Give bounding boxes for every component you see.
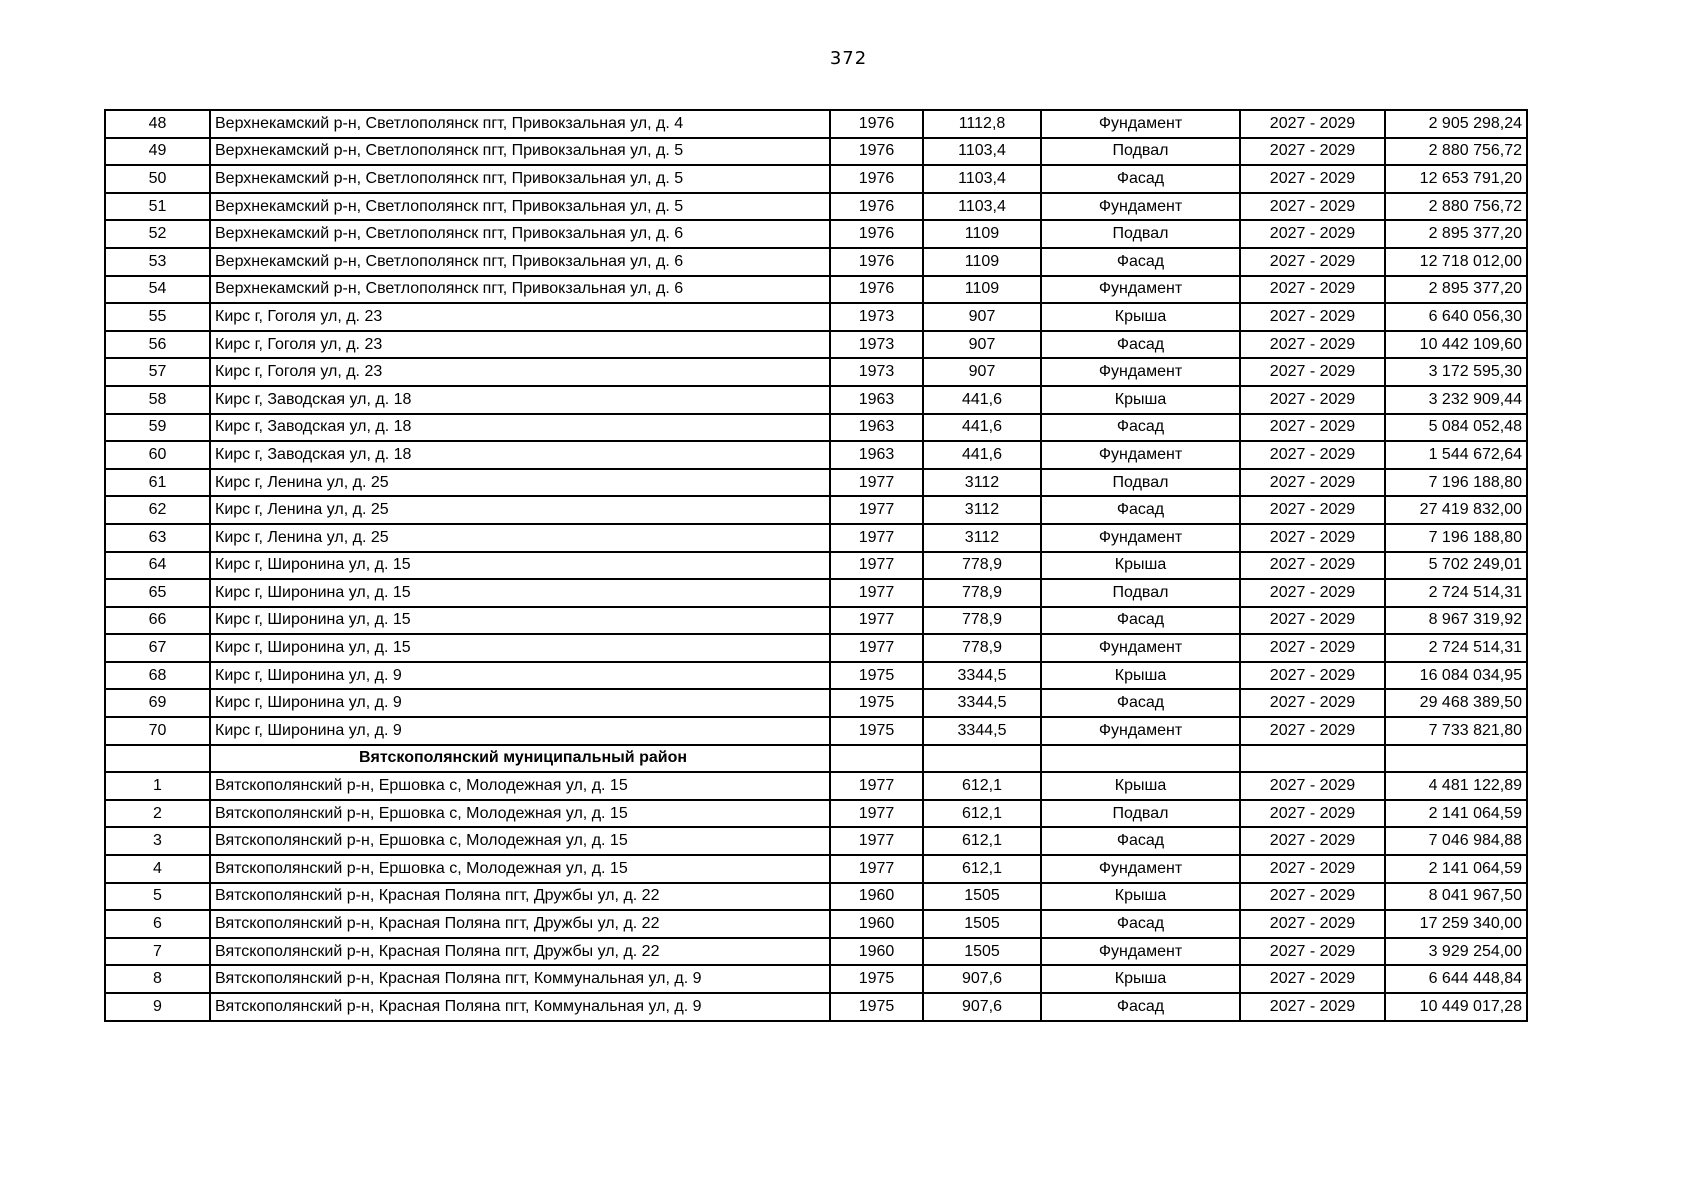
period-cell: 2027 - 2029 <box>1240 303 1385 331</box>
area-cell: 1112,8 <box>923 110 1041 138</box>
year-built-cell: 1963 <box>830 386 923 414</box>
cost-cell: 5 084 052,48 <box>1385 414 1527 442</box>
row-number-cell <box>105 745 210 773</box>
period-cell: 2027 - 2029 <box>1240 248 1385 276</box>
period-cell: 2027 - 2029 <box>1240 910 1385 938</box>
cost-cell: 2 895 377,20 <box>1385 220 1527 248</box>
year-built-cell: 1977 <box>830 800 923 828</box>
table-row <box>105 441 1527 469</box>
period-cell: 2027 - 2029 <box>1240 552 1385 580</box>
work-type-cell: Фундамент <box>1041 524 1240 552</box>
address-cell: Кирс г, Широнина ул, д. 15 <box>210 552 830 580</box>
cost-cell: 2 141 064,59 <box>1385 800 1527 828</box>
district-header-row <box>105 745 1527 773</box>
table-row <box>105 552 1527 580</box>
period-cell: 2027 - 2029 <box>1240 276 1385 304</box>
work-type-cell: Фасад <box>1041 993 1240 1021</box>
year-built-cell: 1977 <box>830 634 923 662</box>
work-type-cell: Фасад <box>1041 827 1240 855</box>
address-cell: Вятскополянский р-н, Ершовка с, Молодежная ул, д. 15 <box>210 855 830 883</box>
address-cell: Вятскополянский р-н, Красная Поляна пгт, Коммунальная ул, д. 9 <box>210 993 830 1021</box>
address-cell: Верхнекамский р-н, Светлополянск пгт, Привокзальная ул, д. 6 <box>210 220 830 248</box>
work-type-cell: Крыша <box>1041 965 1240 993</box>
work-type-cell: Крыша <box>1041 552 1240 580</box>
row-number-cell: 63 <box>105 524 210 552</box>
area-cell: 778,9 <box>923 552 1041 580</box>
cost-cell: 6 640 056,30 <box>1385 303 1527 331</box>
table-row <box>105 855 1527 883</box>
work-type-cell: Фундамент <box>1041 855 1240 883</box>
period-cell: 2027 - 2029 <box>1240 993 1385 1021</box>
work-type-cell: Подвал <box>1041 220 1240 248</box>
year-built-cell: 1960 <box>830 910 923 938</box>
row-number-cell: 1 <box>105 772 210 800</box>
year-built-cell: 1977 <box>830 552 923 580</box>
year-built-cell: 1977 <box>830 855 923 883</box>
cost-cell: 8 967 319,92 <box>1385 607 1527 635</box>
address-cell: Кирс г, Гоголя ул, д. 23 <box>210 303 830 331</box>
row-number-cell: 67 <box>105 634 210 662</box>
row-number-cell: 60 <box>105 441 210 469</box>
work-type-cell: Фундамент <box>1041 110 1240 138</box>
row-number-cell: 50 <box>105 165 210 193</box>
address-cell: Верхнекамский р-н, Светлополянск пгт, Привокзальная ул, д. 4 <box>210 110 830 138</box>
row-number-cell: 5 <box>105 883 210 911</box>
cost-cell: 17 259 340,00 <box>1385 910 1527 938</box>
page-number: 372 <box>829 48 868 69</box>
row-number-cell: 7 <box>105 938 210 966</box>
table-row <box>105 579 1527 607</box>
period-cell: 2027 - 2029 <box>1240 662 1385 690</box>
address-cell: Кирс г, Ленина ул, д. 25 <box>210 524 830 552</box>
work-type-cell: Фасад <box>1041 607 1240 635</box>
cost-cell: 3 232 909,44 <box>1385 386 1527 414</box>
period-cell: 2027 - 2029 <box>1240 331 1385 359</box>
address-cell: Вятскополянский р-н, Красная Поляна пгт, Дружбы ул, д. 22 <box>210 883 830 911</box>
area-cell: 3112 <box>923 524 1041 552</box>
period-cell: 2027 - 2029 <box>1240 965 1385 993</box>
cost-cell: 27 419 832,00 <box>1385 496 1527 524</box>
cost-cell: 2 724 514,31 <box>1385 634 1527 662</box>
row-number-cell: 56 <box>105 331 210 359</box>
period-cell: 2027 - 2029 <box>1240 883 1385 911</box>
address-cell: Верхнекамский р-н, Светлополянск пгт, Привокзальная ул, д. 6 <box>210 276 830 304</box>
table-body <box>105 110 1527 1021</box>
cost-cell: 12 718 012,00 <box>1385 248 1527 276</box>
row-number-cell: 8 <box>105 965 210 993</box>
address-cell: Кирс г, Широнина ул, д. 9 <box>210 689 830 717</box>
area-cell: 1109 <box>923 276 1041 304</box>
row-number-cell: 53 <box>105 248 210 276</box>
address-cell: Кирс г, Заводская ул, д. 18 <box>210 414 830 442</box>
area-cell: 778,9 <box>923 607 1041 635</box>
cost-cell: 4 481 122,89 <box>1385 772 1527 800</box>
row-number-cell: 61 <box>105 469 210 497</box>
area-cell: 612,1 <box>923 827 1041 855</box>
year-built-cell: 1973 <box>830 331 923 359</box>
work-type-cell: Крыша <box>1041 662 1240 690</box>
address-cell: Верхнекамский р-н, Светлополянск пгт, Привокзальная ул, д. 5 <box>210 165 830 193</box>
period-cell: 2027 - 2029 <box>1240 607 1385 635</box>
period-cell: 2027 - 2029 <box>1240 772 1385 800</box>
address-cell: Кирс г, Гоголя ул, д. 23 <box>210 358 830 386</box>
area-cell: 907 <box>923 303 1041 331</box>
area-cell: 907 <box>923 331 1041 359</box>
work-type-cell: Фундамент <box>1041 193 1240 221</box>
row-number-cell: 66 <box>105 607 210 635</box>
address-cell: Вятскополянский р-н, Красная Поляна пгт, Коммунальная ул, д. 9 <box>210 965 830 993</box>
work-type-cell: Крыша <box>1041 386 1240 414</box>
year-built-cell: 1973 <box>830 303 923 331</box>
row-number-cell: 3 <box>105 827 210 855</box>
table-row <box>105 358 1527 386</box>
address-cell: Кирс г, Заводская ул, д. 18 <box>210 386 830 414</box>
table-row <box>105 138 1527 166</box>
period-cell: 2027 - 2029 <box>1240 358 1385 386</box>
year-built-cell: 1960 <box>830 938 923 966</box>
table-row <box>105 386 1527 414</box>
address-cell: Кирс г, Широнина ул, д. 15 <box>210 634 830 662</box>
period-cell: 2027 - 2029 <box>1240 634 1385 662</box>
table-row <box>105 883 1527 911</box>
area-cell: 1505 <box>923 938 1041 966</box>
area-cell: 441,6 <box>923 414 1041 442</box>
row-number-cell: 58 <box>105 386 210 414</box>
cost-cell: 2 724 514,31 <box>1385 579 1527 607</box>
address-cell: Вятскополянский р-н, Красная Поляна пгт, Дружбы ул, д. 22 <box>210 938 830 966</box>
table-row <box>105 634 1527 662</box>
address-cell: Кирс г, Заводская ул, д. 18 <box>210 441 830 469</box>
row-number-cell: 52 <box>105 220 210 248</box>
cost-cell: 5 702 249,01 <box>1385 552 1527 580</box>
cost-cell: 7 046 984,88 <box>1385 827 1527 855</box>
address-cell: Вятскополянский р-н, Красная Поляна пгт, Дружбы ул, д. 22 <box>210 910 830 938</box>
row-number-cell: 59 <box>105 414 210 442</box>
table-row <box>105 220 1527 248</box>
year-built-cell: 1977 <box>830 469 923 497</box>
table-row <box>105 827 1527 855</box>
period-cell: 2027 - 2029 <box>1240 414 1385 442</box>
period-cell: 2027 - 2029 <box>1240 496 1385 524</box>
cost-cell: 16 084 034,95 <box>1385 662 1527 690</box>
table-row <box>105 993 1527 1021</box>
work-type-cell: Фасад <box>1041 910 1240 938</box>
work-type-cell: Фасад <box>1041 689 1240 717</box>
table-row <box>105 800 1527 828</box>
area-cell: 1103,4 <box>923 165 1041 193</box>
table-row <box>105 469 1527 497</box>
row-number-cell: 9 <box>105 993 210 1021</box>
address-cell: Верхнекамский р-н, Светлополянск пгт, Привокзальная ул, д. 6 <box>210 248 830 276</box>
period-cell: 2027 - 2029 <box>1240 386 1385 414</box>
row-number-cell: 6 <box>105 910 210 938</box>
period-cell <box>1240 745 1385 773</box>
table-row <box>105 110 1527 138</box>
repair-register-table <box>104 109 1528 1022</box>
table-row <box>105 414 1527 442</box>
cost-cell: 7 196 188,80 <box>1385 524 1527 552</box>
cost-cell: 29 468 389,50 <box>1385 689 1527 717</box>
work-type-cell: Фасад <box>1041 165 1240 193</box>
row-number-cell: 4 <box>105 855 210 883</box>
table-row <box>105 303 1527 331</box>
table-row <box>105 496 1527 524</box>
cost-cell: 3 929 254,00 <box>1385 938 1527 966</box>
table-row <box>105 607 1527 635</box>
area-cell: 3344,5 <box>923 689 1041 717</box>
area-cell: 441,6 <box>923 386 1041 414</box>
period-cell: 2027 - 2029 <box>1240 138 1385 166</box>
period-cell: 2027 - 2029 <box>1240 855 1385 883</box>
work-type-cell: Фундамент <box>1041 634 1240 662</box>
table-row <box>105 193 1527 221</box>
year-built-cell: 1975 <box>830 717 923 745</box>
area-cell: 612,1 <box>923 855 1041 883</box>
row-number-cell: 69 <box>105 689 210 717</box>
cost-cell: 2 905 298,24 <box>1385 110 1527 138</box>
area-cell <box>923 745 1041 773</box>
work-type-cell: Подвал <box>1041 469 1240 497</box>
year-built-cell: 1976 <box>830 110 923 138</box>
area-cell: 1103,4 <box>923 193 1041 221</box>
year-built-cell: 1976 <box>830 220 923 248</box>
period-cell: 2027 - 2029 <box>1240 441 1385 469</box>
address-cell: Кирс г, Широнина ул, д. 15 <box>210 607 830 635</box>
row-number-cell: 57 <box>105 358 210 386</box>
area-cell: 907,6 <box>923 993 1041 1021</box>
table-row <box>105 276 1527 304</box>
cost-cell: 2 880 756,72 <box>1385 193 1527 221</box>
area-cell: 1109 <box>923 248 1041 276</box>
cost-cell: 1 544 672,64 <box>1385 441 1527 469</box>
address-cell: Кирс г, Ленина ул, д. 25 <box>210 496 830 524</box>
year-built-cell: 1975 <box>830 993 923 1021</box>
address-cell: Вятскополянский р-н, Ершовка с, Молодежная ул, д. 15 <box>210 772 830 800</box>
area-cell: 3344,5 <box>923 717 1041 745</box>
area-cell: 612,1 <box>923 772 1041 800</box>
area-cell: 778,9 <box>923 579 1041 607</box>
address-cell: Кирс г, Ленина ул, д. 25 <box>210 469 830 497</box>
work-type-cell: Фундамент <box>1041 441 1240 469</box>
work-type-cell: Фундамент <box>1041 358 1240 386</box>
table-row <box>105 772 1527 800</box>
area-cell: 1505 <box>923 910 1041 938</box>
work-type-cell: Крыша <box>1041 303 1240 331</box>
period-cell: 2027 - 2029 <box>1240 717 1385 745</box>
table-row <box>105 965 1527 993</box>
cost-cell: 7 196 188,80 <box>1385 469 1527 497</box>
period-cell: 2027 - 2029 <box>1240 689 1385 717</box>
table-row <box>105 248 1527 276</box>
address-cell: Вятскополянский р-н, Ершовка с, Молодежная ул, д. 15 <box>210 800 830 828</box>
table-row <box>105 165 1527 193</box>
cost-cell: 2 895 377,20 <box>1385 276 1527 304</box>
row-number-cell: 65 <box>105 579 210 607</box>
work-type-cell: Фасад <box>1041 331 1240 359</box>
work-type-cell: Фундамент <box>1041 717 1240 745</box>
year-built-cell: 1975 <box>830 662 923 690</box>
year-built-cell <box>830 745 923 773</box>
period-cell: 2027 - 2029 <box>1240 938 1385 966</box>
table-row <box>105 910 1527 938</box>
work-type-cell: Фасад <box>1041 248 1240 276</box>
row-number-cell: 70 <box>105 717 210 745</box>
area-cell: 1109 <box>923 220 1041 248</box>
cost-cell: 10 442 109,60 <box>1385 331 1527 359</box>
address-cell: Верхнекамский р-н, Светлополянск пгт, Привокзальная ул, д. 5 <box>210 193 830 221</box>
cost-cell: 10 449 017,28 <box>1385 993 1527 1021</box>
cost-cell: 2 880 756,72 <box>1385 138 1527 166</box>
area-cell: 3112 <box>923 469 1041 497</box>
work-type-cell <box>1041 745 1240 773</box>
row-number-cell: 54 <box>105 276 210 304</box>
row-number-cell: 62 <box>105 496 210 524</box>
table-row <box>105 331 1527 359</box>
address-cell: Кирс г, Широнина ул, д. 15 <box>210 579 830 607</box>
work-type-cell: Подвал <box>1041 138 1240 166</box>
district-name-cell: Вятскополянский муниципальный район <box>210 745 830 773</box>
table-row <box>105 689 1527 717</box>
table-row <box>105 524 1527 552</box>
cost-cell <box>1385 745 1527 773</box>
cost-cell: 2 141 064,59 <box>1385 855 1527 883</box>
year-built-cell: 1975 <box>830 965 923 993</box>
address-cell: Кирс г, Широнина ул, д. 9 <box>210 662 830 690</box>
row-number-cell: 2 <box>105 800 210 828</box>
year-built-cell: 1960 <box>830 883 923 911</box>
year-built-cell: 1977 <box>830 827 923 855</box>
address-cell: Кирс г, Широнина ул, д. 9 <box>210 717 830 745</box>
area-cell: 3112 <box>923 496 1041 524</box>
period-cell: 2027 - 2029 <box>1240 469 1385 497</box>
cost-cell: 12 653 791,20 <box>1385 165 1527 193</box>
area-cell: 612,1 <box>923 800 1041 828</box>
work-type-cell: Подвал <box>1041 579 1240 607</box>
year-built-cell: 1976 <box>830 248 923 276</box>
cost-cell: 7 733 821,80 <box>1385 717 1527 745</box>
cost-cell: 3 172 595,30 <box>1385 358 1527 386</box>
area-cell: 907 <box>923 358 1041 386</box>
year-built-cell: 1973 <box>830 358 923 386</box>
year-built-cell: 1976 <box>830 193 923 221</box>
year-built-cell: 1963 <box>830 414 923 442</box>
period-cell: 2027 - 2029 <box>1240 827 1385 855</box>
area-cell: 3344,5 <box>923 662 1041 690</box>
area-cell: 1505 <box>923 883 1041 911</box>
work-type-cell: Крыша <box>1041 772 1240 800</box>
table-row <box>105 662 1527 690</box>
year-built-cell: 1976 <box>830 138 923 166</box>
work-type-cell: Фундамент <box>1041 276 1240 304</box>
year-built-cell: 1977 <box>830 524 923 552</box>
area-cell: 778,9 <box>923 634 1041 662</box>
table-row <box>105 938 1527 966</box>
period-cell: 2027 - 2029 <box>1240 193 1385 221</box>
work-type-cell: Фасад <box>1041 414 1240 442</box>
year-built-cell: 1976 <box>830 276 923 304</box>
table-row <box>105 717 1527 745</box>
cost-cell: 8 041 967,50 <box>1385 883 1527 911</box>
period-cell: 2027 - 2029 <box>1240 165 1385 193</box>
area-cell: 441,6 <box>923 441 1041 469</box>
address-cell: Кирс г, Гоголя ул, д. 23 <box>210 331 830 359</box>
year-built-cell: 1975 <box>830 689 923 717</box>
row-number-cell: 55 <box>105 303 210 331</box>
area-cell: 1103,4 <box>923 138 1041 166</box>
cost-cell: 6 644 448,84 <box>1385 965 1527 993</box>
period-cell: 2027 - 2029 <box>1240 579 1385 607</box>
year-built-cell: 1977 <box>830 772 923 800</box>
period-cell: 2027 - 2029 <box>1240 800 1385 828</box>
work-type-cell: Подвал <box>1041 800 1240 828</box>
area-cell: 907,6 <box>923 965 1041 993</box>
address-cell: Верхнекамский р-н, Светлополянск пгт, Привокзальная ул, д. 5 <box>210 138 830 166</box>
work-type-cell: Фасад <box>1041 496 1240 524</box>
year-built-cell: 1977 <box>830 607 923 635</box>
row-number-cell: 49 <box>105 138 210 166</box>
row-number-cell: 64 <box>105 552 210 580</box>
period-cell: 2027 - 2029 <box>1240 524 1385 552</box>
row-number-cell: 68 <box>105 662 210 690</box>
year-built-cell: 1963 <box>830 441 923 469</box>
work-type-cell: Крыша <box>1041 883 1240 911</box>
period-cell: 2027 - 2029 <box>1240 220 1385 248</box>
year-built-cell: 1976 <box>830 165 923 193</box>
row-number-cell: 51 <box>105 193 210 221</box>
row-number-cell: 48 <box>105 110 210 138</box>
year-built-cell: 1977 <box>830 496 923 524</box>
address-cell: Вятскополянский р-н, Ершовка с, Молодежная ул, д. 15 <box>210 827 830 855</box>
period-cell: 2027 - 2029 <box>1240 110 1385 138</box>
work-type-cell: Фундамент <box>1041 938 1240 966</box>
year-built-cell: 1977 <box>830 579 923 607</box>
